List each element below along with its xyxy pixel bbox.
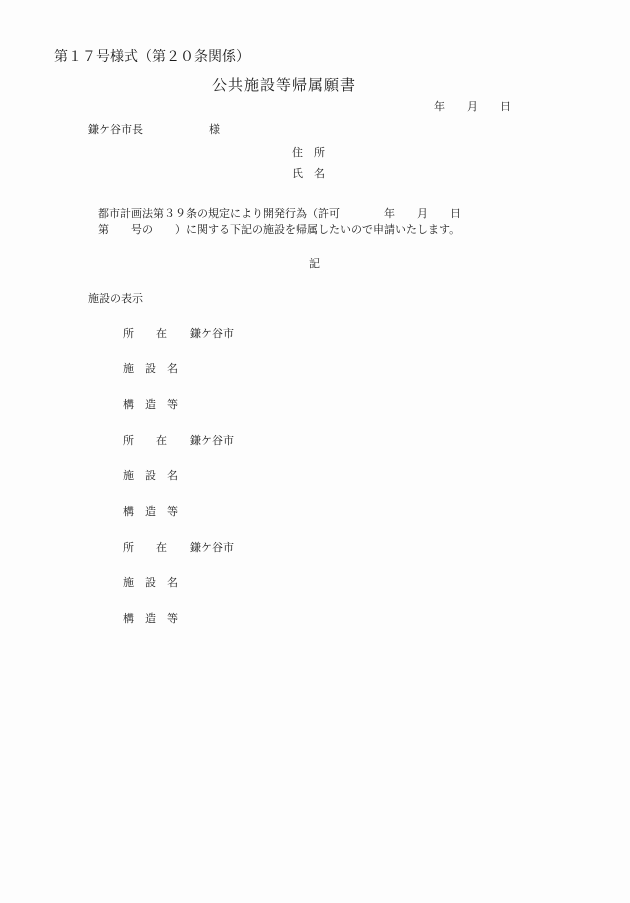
facility-structure-label: 構 造 等 — [123, 612, 178, 625]
section-heading: 施設の表示 — [88, 292, 143, 305]
facility-location-label: 所 在 — [123, 541, 167, 554]
document-title: 公共施設等帰属願書 — [212, 76, 357, 94]
form-number: 第１７号様式（第２０条関係） — [54, 49, 250, 65]
date-line: 年 月 日 — [434, 100, 511, 113]
record-heading: 記 — [309, 257, 320, 270]
name-label: 氏 名 — [292, 167, 325, 180]
facility-name-label: 施 設 名 — [123, 576, 178, 589]
facility-name-label: 施 設 名 — [123, 362, 178, 375]
body-line-2: 第 号の ）に関する下記の施設を帰属したいので申請いたします。 — [98, 223, 461, 236]
facility-location-value: 鎌ケ谷市 — [190, 434, 234, 447]
addressee: 鎌ケ谷市長 様 — [88, 123, 220, 136]
address-label: 住 所 — [292, 146, 325, 159]
facility-structure-label: 構 造 等 — [123, 398, 178, 411]
body-line-1: 都市計画法第３９条の規定により開発行為（許可 年 月 日 — [98, 207, 461, 220]
facility-structure-label: 構 造 等 — [123, 505, 178, 518]
facility-location-label: 所 在 — [123, 434, 167, 447]
facility-location-value: 鎌ケ谷市 — [190, 541, 234, 554]
facility-location-value: 鎌ケ谷市 — [190, 327, 234, 340]
facility-location-label: 所 在 — [123, 327, 167, 340]
facility-name-label: 施 設 名 — [123, 469, 178, 482]
